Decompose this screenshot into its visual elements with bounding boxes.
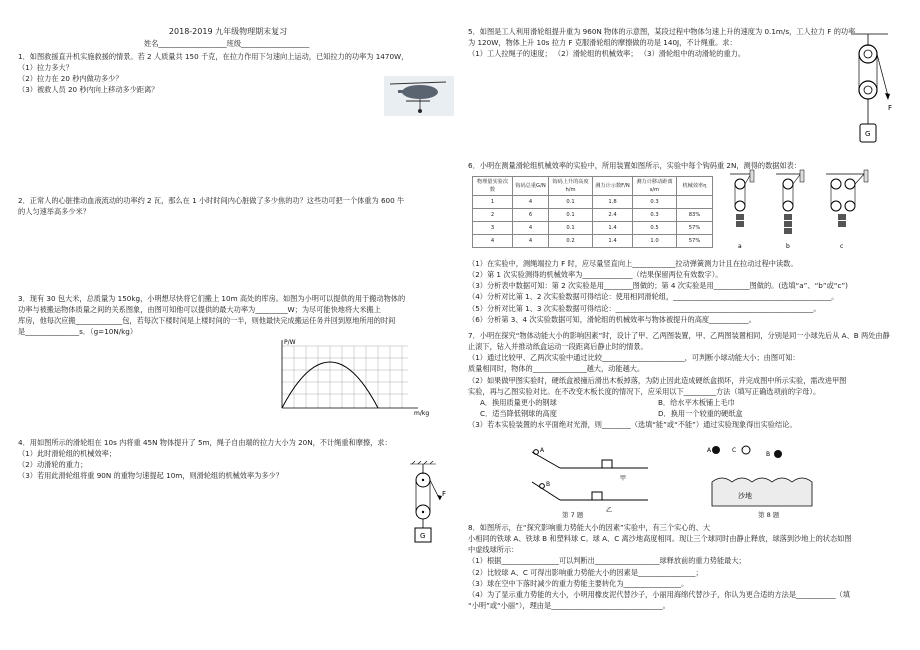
weight-label: G: [420, 532, 426, 540]
force-label: F: [442, 490, 447, 498]
q6-intro: 6．小明在测量滑轮组机械效率的实验中，所用装置如图所示，实验中每个钩码重 2N，测得的数据如表：: [468, 161, 802, 170]
q4-line: 4．用如图所示的滑轮组在 10s 内将重 45N 物体提升了 5m，绳子自由端的拉力大小为 20N，不计绳重和摩擦，求：: [18, 438, 392, 447]
q7-options-row1: [468, 397, 904, 408]
option-b: B．给水平木板铺上毛巾: [658, 397, 735, 407]
question-2: [18, 195, 458, 217]
q2-line: 的人匀速举高多少米？: [18, 207, 90, 217]
q1-line: （1）拉力多大？: [18, 63, 73, 73]
table-cell: 1: [473, 196, 513, 209]
q3-line: 功率与被搬运物体质量之间的关系图象，由图可知他可以提供的最大功率为_________W；为尽可能快地将大米搬上: [18, 305, 381, 315]
table-cell: 1.8: [593, 196, 633, 209]
q7-line: （1）通过比较甲、乙两次实验中通过比较_______________________，可判断小球动能大小；由图可知：: [468, 353, 800, 363]
table-header: 测力计移动距离s/m: [633, 177, 677, 196]
figure-label-b: b: [786, 243, 790, 250]
table-cell: 57%: [677, 235, 713, 248]
option-d: D．换用一个较重的硬纸盒: [658, 409, 743, 419]
question-5: [468, 26, 878, 59]
q5-line: （1）工人拉绳子的速度； （2）滑轮组的机械效率； （3）滑轮组中的动滑轮的重力。: [468, 49, 746, 59]
q6-data-table: [472, 176, 713, 248]
option-a: A．换用质量更小的钢球: [480, 397, 557, 407]
q6-line: （4）分析对比第 1、2 次实验数据可得结论：使用相同滑轮组，____________________________________________。: [468, 292, 839, 302]
q1-line: （3）被救人员 20 秒内向上移动多少距离？: [18, 85, 159, 95]
table-cell: 4: [513, 222, 549, 235]
pulley-figure-q4: [402, 460, 452, 550]
table-cell: 83%: [677, 209, 713, 222]
question-8: [468, 522, 904, 611]
table-header-row: [473, 177, 713, 196]
q7-line: （2）如果做甲图实验时，硬纸盒被撞后滑出木板掉落，为防止因此造成硬纸盒损坏，并完成图中所示实验，需改进甲图: [468, 375, 847, 385]
q6-line: （2）第 1 次实验测得的机械效率为______________（结果保留两位有效数字）。: [468, 270, 723, 280]
table-cell: 4: [513, 196, 549, 209]
q6-sub-questions: [468, 258, 904, 325]
table-cell: 2.4: [593, 209, 633, 222]
table-cell: 0.2: [549, 235, 593, 248]
table-cell: 4: [473, 235, 513, 248]
q3-line: 库房，他每次应搬_____________包，若每次下楼时间是上楼时间的一半，则他最快完成搬运任务并回到原地所用的时间: [18, 316, 396, 326]
q6-line: （5）分析对比第 1、3 次实验数据可得结论：_______________________________________________________。: [468, 303, 821, 313]
q6-line: （3）分析表中数据可知：第 2 次实验是用________图做的；第 4 次实验是用__________图做的。(选填“a”、“b”或“c”): [468, 281, 848, 291]
force-label: F: [888, 104, 893, 112]
figure-label-a: a: [738, 243, 742, 250]
q7-ramp-figure: [528, 446, 678, 522]
table-cell: 1.0: [633, 235, 677, 248]
table-cell: 1.4: [593, 222, 633, 235]
q8-caption: 第 8 题: [758, 511, 780, 519]
ball-label-b: B: [766, 451, 771, 458]
q8-line: （2）比较球 A、C 可得出影响重力势能大小的因素是________________；: [468, 567, 703, 577]
table-header: 物理量实验次数: [473, 177, 513, 196]
table-cell: 0.1: [549, 196, 593, 209]
option-c: C．适当降低钢球的高度: [480, 409, 557, 419]
pulley-setup-c: [826, 170, 868, 250]
q4-line: （3）若用此滑轮组将重 90N 的重物匀速提起 10m，则滑轮组的机械效率为多少？: [18, 471, 283, 481]
name-class-line: 姓名___________________班级___________________: [144, 39, 310, 48]
pulley-setup-a: [730, 170, 754, 250]
table-row: [473, 235, 713, 248]
pulley-setup-b: [776, 170, 804, 250]
page-title: 2018-2019 九年级物理期末复习: [168, 27, 288, 36]
q3-line: 是_______________s．（g=10N/kg）: [18, 327, 138, 337]
table-cell: 2: [473, 209, 513, 222]
table-cell: 57%: [677, 222, 713, 235]
q8-line: 8．如图所示，在“探究影响重力势能大小的因素”实验中，有三个实心的、大: [468, 523, 711, 532]
table-header: 钩码总重G/N: [513, 177, 549, 196]
q6-line: （6）分析第 3、4 次实验数据可知，滑轮组的机械效率与物体被提升的高度___________。: [468, 314, 756, 324]
q7-options-row2: [468, 408, 904, 419]
q5-line: 5．如图是工人利用滑轮组提升重为 960N 物体的示意图，某段过程中物体匀速上升的速度为 0.1m/s，工人拉力 F 的功率: [468, 27, 856, 36]
table-row: [473, 209, 713, 222]
question-4: [18, 437, 458, 482]
table-cell: 6: [513, 209, 549, 222]
table-header: 测力计示数F/N: [593, 177, 633, 196]
q8-sand-figure: [708, 442, 878, 518]
ball-label-b: B: [546, 481, 551, 488]
fig-label-jia: 甲: [620, 475, 627, 482]
pulley-figure-q5: [848, 30, 898, 150]
question-3: [18, 293, 458, 338]
table-cell: 0.3: [633, 196, 677, 209]
q4-line: （2）动滑轮的重力；: [18, 460, 88, 470]
sand-label: 沙地: [738, 492, 752, 500]
table-cell: 1.4: [593, 235, 633, 248]
q7-line: 质量相同时，物体的_______________越大，动能越大。: [468, 364, 645, 374]
table-cell: 0.1: [549, 222, 593, 235]
q7-line: 7．小明在探究“物体动能大小的影响因素”时，设计了甲、乙两图装置，甲、乙两图装置相同，分别是同一小球先后从 A、B 两处由静: [468, 331, 890, 340]
q7-line: 止滚下，钻入并推动纸盒运动一段距离后静止时的情景。: [468, 342, 648, 352]
q4-line: （1）此时滑轮组的机械效率；: [18, 449, 117, 459]
q2-line: 2．正常人的心脏推动血液流动的功率约 2 瓦，那么在 1 小时时间内心脏做了多少焦的功？这些功可把一个体重为 600 牛: [18, 196, 405, 205]
weight-label: G: [865, 130, 871, 138]
table-cell: 0.3: [633, 209, 677, 222]
ball-label-c: C: [732, 447, 737, 454]
table-cell: 0.1: [549, 209, 593, 222]
q5-line: 为 120W，物体上升 10s 拉力 F 克服滑轮组的摩擦做的功是 140J，不计绳重。求：: [468, 38, 737, 48]
figure-label-c: c: [840, 243, 844, 250]
graph-y-label: P/W: [284, 339, 296, 346]
question-7: [468, 330, 904, 430]
q8-line: 小相同的铁球 A、铁球 B 和塑料球 C。球 A、C 离沙地高度相同。现让三个球同时由静止释放，球落到沙地上的状态如图: [468, 534, 852, 544]
table-header: 钩码上升的高度h/m: [549, 177, 593, 196]
q8-line: （3）球在空中下落时减少的重力势能主要转化为________________。: [468, 578, 689, 588]
table-cell: 3: [473, 222, 513, 235]
q8-line: “小明”或“小丽”），理由是_______________________________。: [468, 601, 670, 611]
fig-label-yi: 乙: [606, 507, 613, 514]
graph-x-label: m/kg: [414, 410, 430, 417]
table-header: 机械效率η: [677, 177, 713, 196]
helicopter-image: [384, 76, 454, 116]
table-row: [473, 196, 713, 209]
q7-caption: 第 7 题: [562, 511, 584, 519]
q1-line: 1．如图救援直升机实施救援的情景。若 2 人质量共 150 千克，在拉力作用下匀速向上运动，已知拉力的功率为 1470W，: [18, 52, 409, 61]
q8-line: 中虚线球所示：: [468, 545, 519, 555]
table-cell: 4: [513, 235, 549, 248]
table-row: [473, 222, 713, 235]
q8-line: （4）为了显示重力势能的大小，小明用橡皮泥代替沙子，小丽用海绵代替沙子，你认为更合适的方法是___________（填: [468, 589, 850, 599]
q1-line: （2）拉力在 20 秒内做功多少？: [18, 74, 123, 84]
table-cell: 0.5: [633, 222, 677, 235]
power-mass-graph: [268, 336, 438, 416]
ball-label-a: A: [540, 447, 545, 454]
q8-line: （1）根据________________可以判断出__________________球释放前的重力势能最大；: [468, 556, 746, 566]
q3-line: 3．现有 30 包大米，总质量为 150kg，小明想尽快将它们搬上 10m 高处的库房。如图为小明可以提供的用于搬动物体的: [18, 294, 406, 303]
q6-pulley-figures: [726, 170, 896, 256]
table-cell: [677, 196, 713, 209]
q7-line: （3）若本实验装置的水平面绝对光滑，则________（选填“能”或“不能”）通过实验现象得出实验结论。: [468, 420, 797, 430]
q6-line: （1）在实验中，测绳端拉力 F 时，应尽量竖直向上____________拉动弹簧测力计且在拉动过程中读数。: [468, 259, 798, 268]
ball-label-a: A: [707, 447, 712, 454]
q7-line: 实验，再与乙图实验对比。在不改变木板长度的情况下，应采用以下_________方法（填写正确选项前的字母）。: [468, 386, 821, 396]
